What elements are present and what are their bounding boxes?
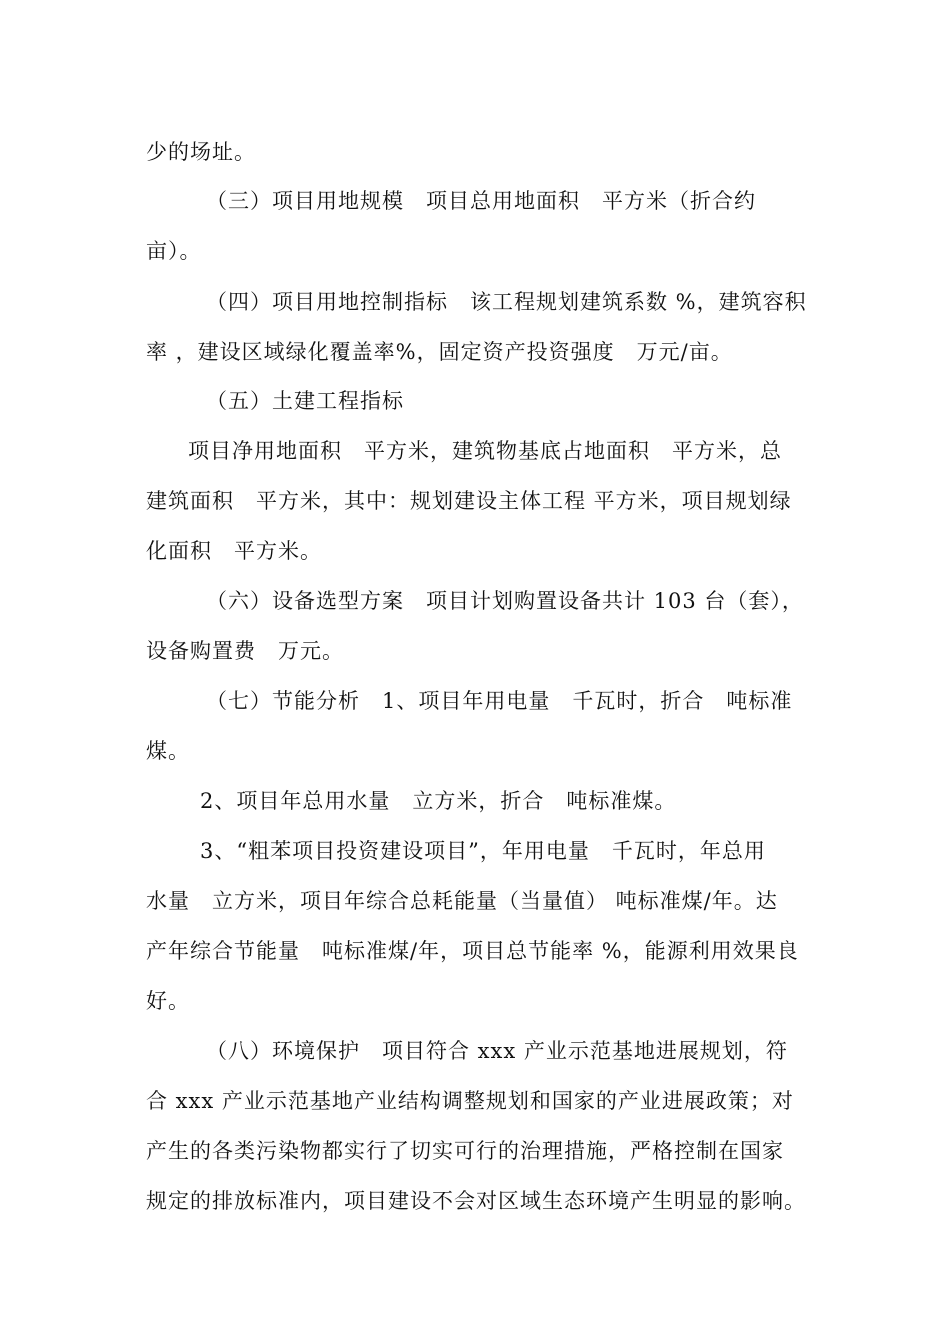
text-line-11: 设备购置费 万元。 [146, 639, 344, 663]
text-line-20: 合 xxx 产业示范基地产业结构调整规划和国家的产业进展政策；对 [146, 1089, 794, 1113]
text-line-16: 水量 立方米，项目年综合总耗能量（当量值） 吨标准煤/年。达 [146, 889, 778, 913]
text-line-3: 亩）。 [146, 239, 202, 263]
text-line-6: （五）土建工程指标 [206, 389, 404, 413]
text-line-4: （四）项目用地控制指标 该工程规划建筑系数 %，建筑容积 [206, 290, 807, 314]
text-line-8: 建筑面积 平方米，其中：规划建设主体工程 平方米，项目规划绿 [146, 489, 792, 513]
text-line-10: （六）设备选型方案 项目计划购置设备共计 103 台（套）， [206, 589, 804, 613]
text-line-12: （七）节能分析 1、项目年用电量 千瓦时，折合 吨标准 [206, 689, 793, 713]
text-line-5: 率 ，建设区域绿化覆盖率%，固定资产投资强度 万元/亩。 [146, 340, 733, 364]
text-line-14: 2、项目年总用水量 立方米，折合 吨标准煤。 [200, 789, 677, 813]
text-line-21: 产生的各类污染物都实行了切实可行的治理措施，严格控制在国家 [146, 1139, 784, 1163]
text-line-1: 少的场址。 [146, 140, 256, 164]
text-line-22: 规定的排放标准内，项目建设不会对区域生态环境产生明显的影响。 [146, 1189, 806, 1213]
text-line-7: 项目净用地面积 平方米，建筑物基底占地面积 平方米，总 [188, 439, 782, 463]
text-line-13: 煤。 [146, 739, 190, 763]
text-line-2: （三）项目用地规模 项目总用地面积 平方米（折合约 [206, 189, 756, 213]
text-line-19: （八）环境保护 项目符合 xxx 产业示范基地进展规划，符 [206, 1039, 788, 1063]
text-line-9: 化面积 平方米。 [146, 539, 322, 563]
text-line-15: 3、“粗苯项目投资建设项目”，年用电量 千瓦时，年总用 [200, 839, 766, 863]
text-line-18: 好。 [146, 989, 190, 1013]
text-line-17: 产年综合节能量 吨标准煤/年，项目总节能率 %，能源利用效果良 [146, 939, 799, 963]
